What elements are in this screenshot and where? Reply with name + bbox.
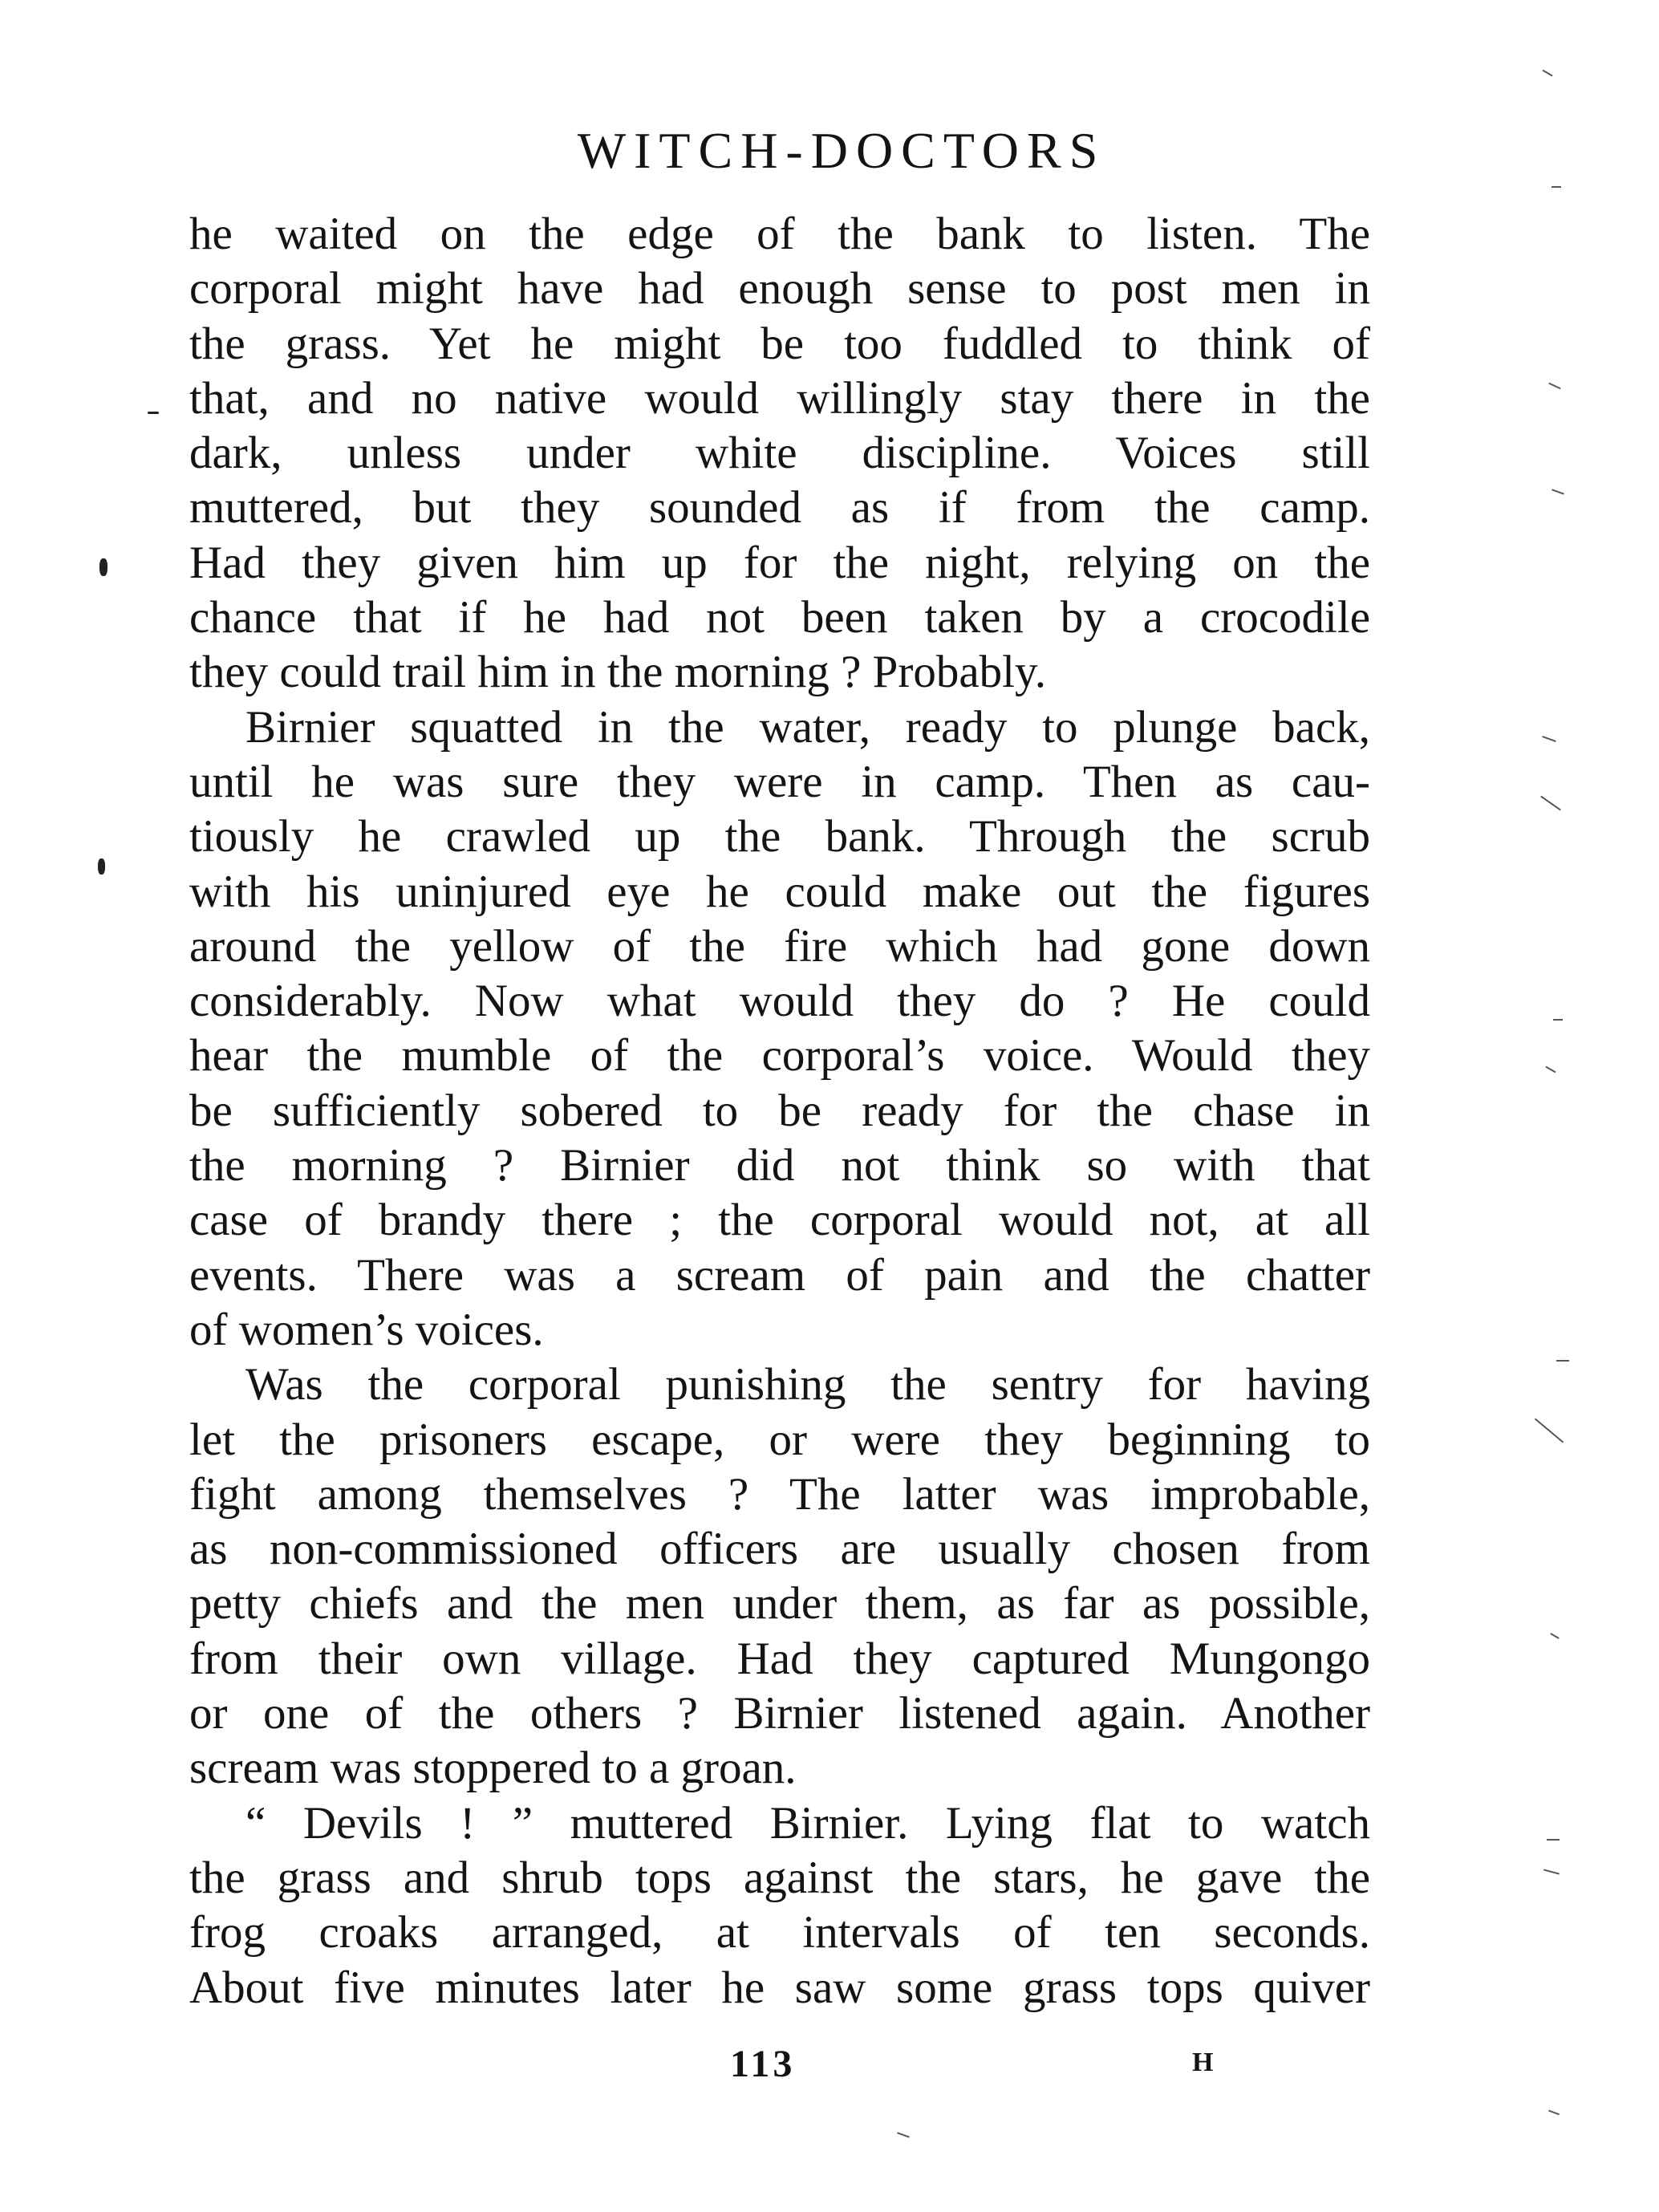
running-head: WITCH-DOCTORS: [577, 122, 1106, 179]
text-line: be sufficiently sobered to be ready for the chase in: [189, 1085, 1370, 1136]
edge-tick-mark: [1540, 796, 1561, 811]
text-line: muttered, but they sounded as if from the camp.: [189, 482, 1370, 534]
text-line: or one of the others ? Birnier listened again. Another: [189, 1688, 1370, 1739]
text-line: scream was stoppered to a groan.: [189, 1743, 797, 1794]
text-line: they could trail him in the morning ? Probably.: [189, 647, 1047, 698]
text-line: dark, unless under white discipline. Voices still: [189, 428, 1370, 479]
edge-tick-mark: [1550, 1633, 1559, 1639]
body-text: [189, 207, 1370, 2015]
text-line: the grass and shrub tops against the stars, he gave the: [189, 1852, 1370, 1903]
edge-tick-mark: [897, 2132, 910, 2137]
text-line: from their own village. Had they captured Mungongo: [189, 1633, 1370, 1684]
text-line: events. There was a scream of pain and the chatter: [189, 1249, 1370, 1301]
edge-tick-mark: [1553, 1019, 1563, 1021]
text-line: around the yellow of the fire which had gone down: [189, 920, 1370, 972]
text-line: considerably. Now what would they do ? He could: [189, 976, 1370, 1027]
text-line: he waited on the edge of the bank to listen. The: [189, 209, 1370, 259]
edge-tick-mark: [1552, 489, 1564, 494]
edge-tick-mark: [1542, 70, 1552, 77]
text-line: that, and no native would willingly stay there in the: [189, 372, 1370, 424]
signature-mark: H: [1192, 2048, 1214, 2077]
edge-tick-mark: [1548, 2110, 1560, 2116]
page-number: 113: [730, 2043, 796, 2085]
text-line: as non-commissioned officers are usually chosen from: [189, 1524, 1370, 1575]
text-line: let the prisoners escape, or were they beginning to: [189, 1414, 1370, 1465]
edge-tick-mark: [1547, 1839, 1560, 1841]
text-line: “ Devils ! ” muttered Birnier. Lying flat to watch: [245, 1797, 1370, 1849]
text-line: with his uninjured eye he could make out the figures: [189, 866, 1370, 917]
text-line: Birnier squatted in the water, ready to plunge back,: [245, 701, 1370, 753]
edge-tick-mark: [1552, 186, 1561, 188]
edge-tick-mark: [1545, 1066, 1556, 1074]
text-line: the morning ? Birnier did not think so with that: [189, 1140, 1370, 1191]
edge-tick-mark: [1556, 1360, 1569, 1362]
edge-tick-mark: [1535, 1418, 1564, 1443]
text-line: Was the corporal punishing the sentry for having: [245, 1359, 1370, 1410]
edge-tick-mark: [1543, 1869, 1560, 1874]
edge-tick-mark: [1548, 383, 1560, 390]
edge-tick-mark: [1542, 736, 1556, 742]
text-line: hear the mumble of the corporal’s voice. Would they: [189, 1030, 1370, 1082]
text-line: Had they given him up for the night, relying on the: [189, 537, 1370, 588]
text-line: the grass. Yet he might be too fuddled to think of: [189, 318, 1370, 369]
margin-dash-mark: [148, 412, 159, 414]
text-line: tiously he crawled up the bank. Through the scrub: [189, 811, 1370, 862]
text-line: frog croaks arranged, at intervals of ten seconds.: [189, 1907, 1370, 1958]
text-line: corporal might have had enough sense to post men in: [189, 263, 1370, 315]
text-line: case of brandy there ; the corporal would not, at all: [189, 1195, 1370, 1246]
text-line: fight among themselves ? The latter was improbable,: [189, 1468, 1370, 1520]
margin-ink-mark: [99, 558, 107, 576]
text-line: chance that if he had not been taken by a crocodile: [189, 592, 1370, 643]
text-line: of women’s voices.: [189, 1304, 544, 1355]
text-line: About five minutes later he saw some grass tops quiver: [189, 1962, 1370, 2013]
text-line: petty chiefs and the men under them, as far as possible,: [189, 1578, 1370, 1630]
margin-ink-mark: [98, 858, 105, 875]
text-line: until he was sure they were in camp. Then as cau-: [189, 756, 1370, 807]
